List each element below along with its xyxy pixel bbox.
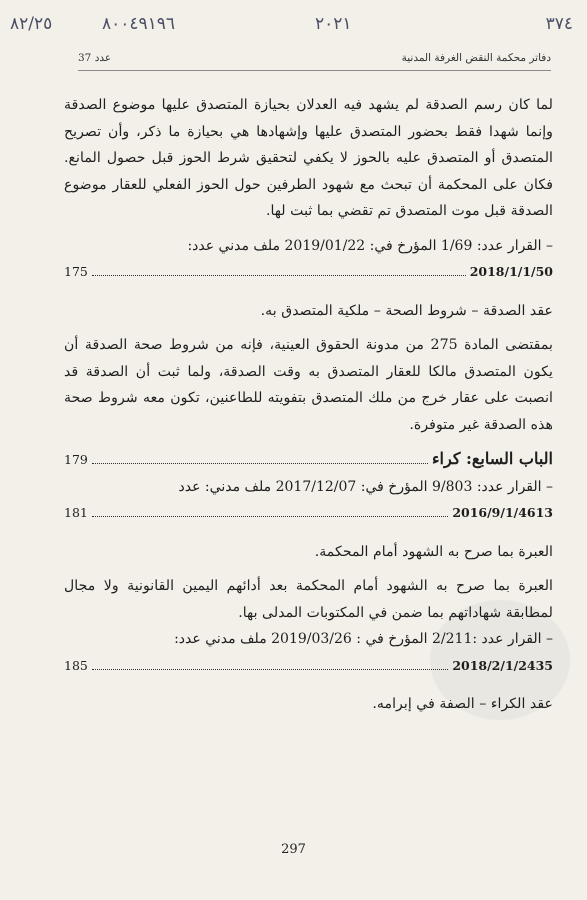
leader-dots	[92, 455, 428, 464]
heading-3: العبرة بما صرح به الشهود أمام المحكمة.	[314, 543, 553, 560]
chapter-page: 179	[64, 452, 88, 467]
page-number: 297	[281, 842, 306, 857]
reference-1-page: 175	[64, 264, 88, 279]
handwritten-note-right: ٣٧٤	[545, 14, 573, 34]
leader-dots	[92, 661, 448, 670]
handwritten-note-left: ٨٢/٢٥	[10, 14, 53, 34]
heading-4: عقد الكراء – الصفة في إبرامه.	[372, 696, 553, 712]
reference-3-line: – القرار عدد :2/211 المؤرخ في : 2019/03/26 ملف مدني عدد:	[174, 631, 553, 647]
handwritten-note-mid: ٨٠٠٤٩١٩٦	[102, 14, 176, 34]
reference-2	[64, 474, 553, 527]
header-title: دفاتر محكمة النقض الغرفة المدنية	[401, 52, 551, 64]
paragraph-1: لما كان رسم الصدقة لم يشهد فيه العدلان بحيازة المتصدق عليها موضوع الصدقة وإنما شهدا فقط بحضور المتصدق عليها وإشهادها هي بحيازة ما ذكر، وأن تصريح المتصدق أو المتصدق عليه بالحوز لا يكفي لتحقيق شرط الحوز قبل حصول المانع. فكان على المحكمة أن تبحث مع شهود الطرفين حول الحوز الفعلي للعقار موضوع الصدقة قبل موت المتصدق تم تقضي بما ثبت لها.	[64, 97, 553, 219]
handwritten-note-center: ٢٠٢١	[315, 14, 352, 34]
chapter-heading	[64, 446, 553, 474]
leader-dots	[92, 267, 466, 276]
reference-2-file: 2016/9/1/4613	[452, 505, 553, 520]
heading-2: عقد الصدقة – شروط الصحة – ملكية المتصدق به.	[260, 302, 553, 319]
paragraph-3: العبرة بما صرح به الشهود أمام المحكمة بعد أدائهم اليمين القانونية ولا مجال لمطابقة شهاداتهم بما ضمن في المكتوبات المدلى بها.	[64, 578, 553, 621]
reference-2-line: – القرار عدد: 9/803 المؤرخ في: 2017/12/07 ملف مدني: عدد	[178, 478, 553, 495]
leader-dots	[92, 508, 448, 517]
paragraph-2: بمقتضى المادة 275 من مدونة الحقوق العينية، فإنه من شروط صحة الصدقة أن يكون المتصدق مالكا للعقار المتصدق به وقت الصدقة، ولما ثبت أن الصدقة قد انصبت على عقار خرج من ملك المتصدق بتفويته للطاعنين، تكون معه شروط صحة هذه الصدقة غير متوفرة.	[64, 337, 553, 433]
reference-1-file: 2018/1/1/50	[469, 264, 553, 279]
reference-3-page: 185	[64, 657, 88, 673]
reference-3-file: 2018/2/1/2435	[452, 657, 553, 673]
page-body	[64, 92, 553, 718]
header-issue: عدد 37	[78, 52, 112, 64]
reference-2-page: 181	[64, 505, 88, 520]
reference-1	[64, 233, 553, 286]
running-header	[78, 50, 551, 71]
reference-3	[64, 626, 553, 679]
reference-1-line: – القرار عدد: 1/69 المؤرخ في: 2019/01/22 ملف مدني عدد:	[187, 237, 553, 254]
chapter-title: الباب السابع: كراء	[432, 449, 553, 468]
